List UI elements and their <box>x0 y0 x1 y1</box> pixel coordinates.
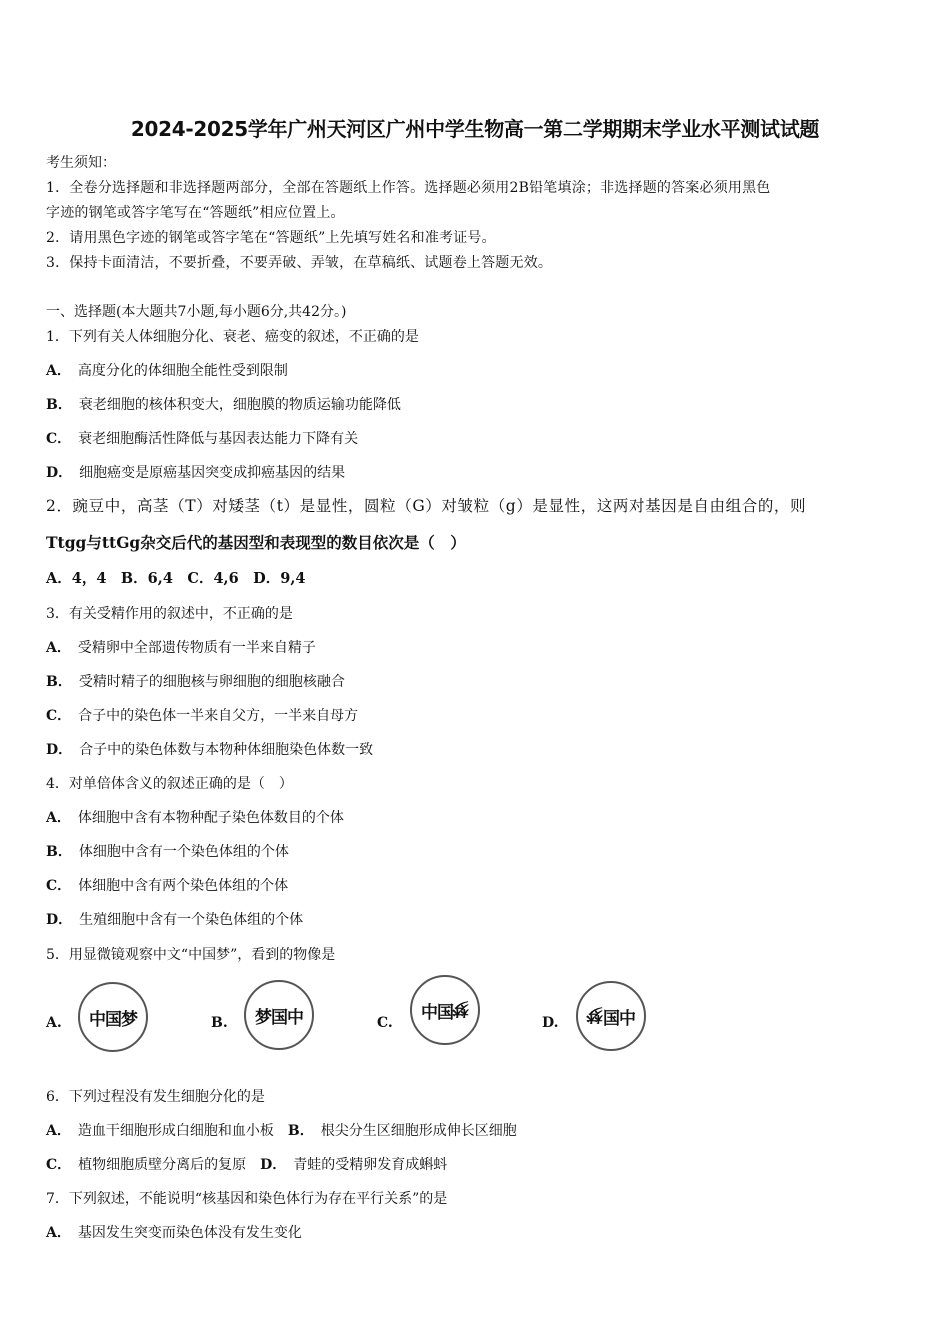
option-text: 体细胞中含有本物种配子染色体数目的个体 <box>77 810 344 826</box>
option-text: 生殖细胞中含有一个染色体组的个体 <box>79 912 304 928</box>
q1-option-d <box>46 463 345 483</box>
q2-stem-line2: Ttgg与ttGg杂交后代的基因型和表现型的数目依次是（ ） <box>46 533 466 552</box>
option-label: C． <box>46 878 72 894</box>
q1-option-b <box>46 395 401 415</box>
option-label: A． <box>46 363 71 379</box>
option-label: B． <box>46 674 72 690</box>
option-text: 衰老细胞酶活性降低与基因表达能力下降有关 <box>78 431 359 447</box>
option-label: D． <box>46 465 73 481</box>
option-text: 受精卵中全部遗传物质有一半来自精子 <box>77 640 316 656</box>
microscope-view <box>410 975 480 1045</box>
q1-stem: 1．下列有关人体细胞分化、衰老、癌变的叙述，不正确的是 <box>46 329 419 345</box>
figure-label: D. <box>542 1015 559 1031</box>
notice-item-3: 3．保持卡面清洁，不要折叠，不要弄破、弄皱，在草稿纸、试题卷上答题无效。 <box>46 255 553 271</box>
section-heading: 一、选择题(本大题共7小题,每小题6分,共42分。) <box>46 304 347 320</box>
q5-figure-a <box>46 975 176 1065</box>
option-text: 根尖分生区细胞形成伸长区细胞 <box>320 1123 517 1139</box>
q3-stem: 3．有关受精作用的叙述中，不正确的是 <box>46 606 293 622</box>
figure-text-left: 中国 <box>421 1002 453 1023</box>
q7-stem: 7．下列叙述，不能说明“核基因和染色体行为存在平行关系”的是 <box>46 1191 448 1207</box>
option-label: C． <box>46 431 72 447</box>
option-text: 青蛙的受精卵发育成蝌蚪 <box>293 1157 448 1173</box>
option-label: D． <box>46 742 73 758</box>
microscope-view <box>576 981 646 1051</box>
figure-label: A. <box>46 1015 62 1031</box>
option-label: A． <box>46 810 71 826</box>
option-text: 植物细胞质壁分离后的复原 <box>78 1157 247 1173</box>
q3-option-a <box>46 638 316 658</box>
option-label: B． <box>287 1123 314 1139</box>
option-text: 细胞癌变是原癌基因突变成抑癌基因的结果 <box>79 465 346 481</box>
figure-text <box>587 1004 635 1029</box>
figure-text: 中国梦 <box>89 1009 137 1030</box>
option-text: 体细胞中含有两个染色体组的个体 <box>78 878 289 894</box>
figure-text: 梦国中 <box>255 1007 303 1028</box>
microscope-view <box>244 980 314 1050</box>
page-title: 2024-2025学年广州天河区广州中学生物高一第二学期期末学业水平测试试题 <box>130 117 820 141</box>
q5-stem: 5．用显微镜观察中文“中国梦”，看到的物像是 <box>46 947 336 963</box>
figure-text-right: 国中 <box>603 1008 635 1029</box>
q4-option-c <box>46 876 288 896</box>
q4-option-d <box>46 910 303 930</box>
option-label: C． <box>46 1157 72 1173</box>
q2-options: A．4，4 B．6,4 C．4,6 D．9,4 <box>46 570 306 587</box>
option-text: 高度分化的体细胞全能性受到限制 <box>77 363 288 379</box>
option-label: B． <box>46 397 72 413</box>
figure-text <box>421 998 469 1023</box>
option-text: 基因发生突变而染色体没有发生变化 <box>77 1225 302 1241</box>
option-text: 合子中的染色体一半来自父方，一半来自母方 <box>78 708 359 724</box>
figure-label: B. <box>211 1015 228 1031</box>
q3-option-b <box>46 672 345 692</box>
q1-option-c <box>46 429 358 449</box>
option-label: D． <box>260 1157 287 1173</box>
option-text: 体细胞中含有一个染色体组的个体 <box>78 844 289 860</box>
option-label: B． <box>46 844 72 860</box>
q5-figure-d <box>542 975 672 1065</box>
q6-options-ab <box>46 1121 517 1141</box>
q6-options-cd <box>46 1155 447 1175</box>
option-label: C． <box>46 708 72 724</box>
q5-figures <box>46 975 906 1065</box>
notice-item-1-cont: 字迹的钢笔或答字笔写在“答题纸”相应位置上。 <box>46 205 345 221</box>
q4-option-b <box>46 842 289 862</box>
option-label: A． <box>46 640 71 656</box>
option-label: A． <box>46 1225 71 1241</box>
option-text: 造血干细胞形成白细胞和血小板 <box>77 1123 274 1139</box>
figure-label: C. <box>377 1015 393 1031</box>
notice-item-1: 1．全卷分选择题和非选择题两部分，全部在答题纸上作答。选择题必须用2B铅笔填涂；非选择题的答案必须用黑色 <box>46 180 771 196</box>
q2-stem-line1: 2．豌豆中，高茎（T）对矮茎（t）是显性，圆粒（G）对皱粒（g）是显性，这两对基因是自由组合的，则 <box>46 497 807 515</box>
notice-item-2: 2．请用黑色字迹的钢笔或答字笔在“答题纸”上先填写姓名和准考证号。 <box>46 230 496 246</box>
microscope-view <box>78 982 148 1052</box>
q7-option-a <box>46 1223 302 1243</box>
notice-heading: 考生须知： <box>46 155 116 171</box>
q3-option-c <box>46 706 358 726</box>
figure-text-flipped: 梦 <box>453 997 469 1018</box>
q1-option-a <box>46 361 288 381</box>
figure-text-flipped: 梦 <box>587 1003 603 1024</box>
option-label: D． <box>46 912 73 928</box>
q5-figure-b <box>211 975 341 1065</box>
option-text: 受精时精子的细胞核与卵细胞的细胞核融合 <box>78 674 345 690</box>
q6-stem: 6．下列过程没有发生细胞分化的是 <box>46 1089 265 1105</box>
q4-stem: 4．对单倍体含义的叙述正确的是（ ） <box>46 776 293 792</box>
q5-figure-c <box>377 975 507 1065</box>
option-text: 合子中的染色体数与本物种体细胞染色体数一致 <box>79 742 374 758</box>
q4-option-a <box>46 808 344 828</box>
q3-option-d <box>46 740 373 760</box>
option-label: A． <box>46 1123 71 1139</box>
option-text: 衰老细胞的核体积变大，细胞膜的物质运输功能降低 <box>78 397 401 413</box>
